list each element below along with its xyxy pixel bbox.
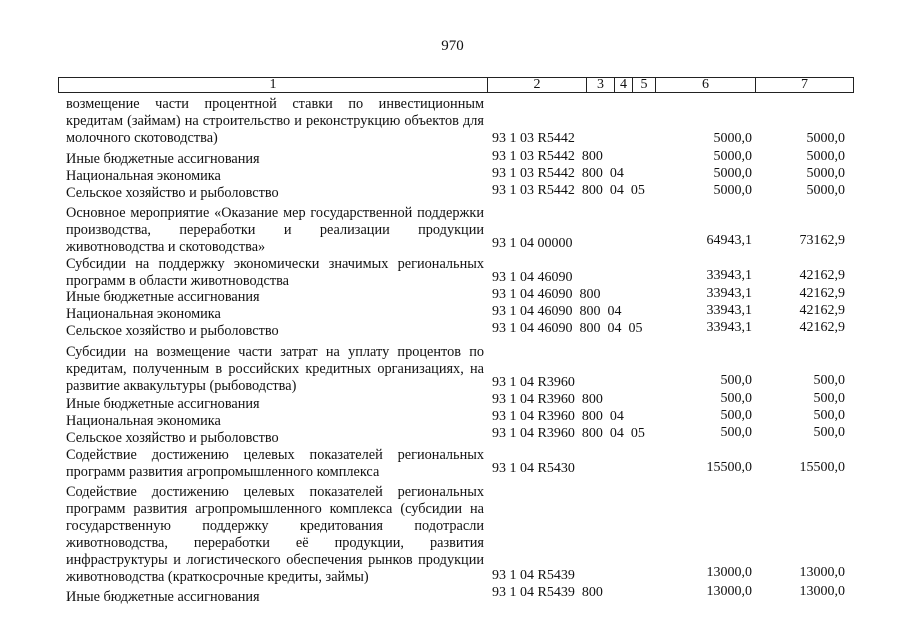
row-code: 93 1 04 R3960 800 04	[492, 409, 624, 424]
row-code: 93 1 04 R3960 800	[492, 392, 603, 407]
row-value-col6: 33943,1	[706, 303, 752, 318]
row-value-col7: 500,0	[813, 408, 845, 423]
row-description: Субсидии на поддержку экономически значимых региональных программ в области животноводства	[66, 256, 484, 289]
row-value-col7: 42162,9	[799, 268, 845, 283]
header-col-5: 5	[632, 78, 655, 92]
row-code: 93 1 04 00000	[492, 236, 573, 251]
row-code: 93 1 04 46090 800 04 05	[492, 321, 643, 336]
row-code: 93 1 04 46090	[492, 270, 573, 285]
row-value-col7: 5000,0	[806, 183, 845, 198]
page-number: 970	[441, 38, 464, 54]
row-value-col6: 15500,0	[706, 460, 752, 475]
row-code: 93 1 04 R3960 800 04 05	[492, 426, 645, 441]
row-value-col7: 5000,0	[806, 166, 845, 181]
row-value-col6: 13000,0	[706, 584, 752, 599]
row-value-col7: 500,0	[813, 373, 845, 388]
header-col-6: 6	[655, 78, 755, 92]
row-value-col6: 500,0	[720, 408, 752, 423]
row-code: 93 1 03 R5442 800 04 05	[492, 183, 645, 198]
row-description: Основное мероприятие «Оказание мер государственной поддержки производства, переработки и реализации продукции животноводства и скотоводства»	[66, 205, 484, 255]
row-value-col7: 42162,9	[799, 286, 845, 301]
row-value-col6: 64943,1	[706, 233, 752, 248]
row-description: Содействие достижению целевых показателей региональных программ развития агропромышленного комплекса	[66, 447, 484, 480]
row-value-col6: 5000,0	[713, 131, 752, 146]
row-value-col7: 13000,0	[799, 584, 845, 599]
row-description: Сельское хозяйство и рыболовство	[66, 323, 279, 339]
row-description: Национальная экономика	[66, 168, 221, 184]
row-code: 93 1 03 R5442 800	[492, 149, 603, 164]
row-value-col7: 42162,9	[799, 303, 845, 318]
row-description: Иные бюджетные ассигнования	[66, 396, 260, 412]
row-description: возмещение части процентной ставки по инвестиционным кредитам (займам) на строительство и реконструкцию объектов для молочного скотоводства)	[66, 96, 484, 146]
row-value-col6: 5000,0	[713, 183, 752, 198]
row-value-col7: 5000,0	[806, 149, 845, 164]
row-value-col6: 5000,0	[713, 166, 752, 181]
row-code: 93 1 03 R5442	[492, 131, 575, 146]
row-value-col6: 5000,0	[713, 149, 752, 164]
row-value-col7: 5000,0	[806, 131, 845, 146]
row-description: Сельское хозяйство и рыболовство	[66, 430, 279, 446]
row-value-col6: 13000,0	[706, 565, 752, 580]
row-code: 93 1 04 R3960	[492, 375, 575, 390]
row-code: 93 1 04 46090 800	[492, 287, 601, 302]
row-description: Сельское хозяйство и рыболовство	[66, 185, 279, 201]
header-col-4: 4	[614, 78, 632, 92]
row-value-col7: 500,0	[813, 425, 845, 440]
row-value-col6: 33943,1	[706, 286, 752, 301]
header-col-3: 3	[586, 78, 614, 92]
row-description: Национальная экономика	[66, 306, 221, 322]
row-value-col6: 500,0	[720, 391, 752, 406]
header-col-7: 7	[755, 78, 853, 92]
row-description: Иные бюджетные ассигнования	[66, 151, 260, 167]
row-code: 93 1 04 R5439	[492, 568, 575, 583]
row-value-col7: 13000,0	[799, 565, 845, 580]
row-value-col6: 500,0	[720, 373, 752, 388]
row-description: Иные бюджетные ассигнования	[66, 289, 260, 305]
row-value-col7: 15500,0	[799, 460, 845, 475]
row-code: 93 1 04 R5430	[492, 461, 575, 476]
row-code: 93 1 04 46090 800 04	[492, 304, 622, 319]
row-value-col6: 33943,1	[706, 320, 752, 335]
row-value-col6: 33943,1	[706, 268, 752, 283]
table-header	[58, 77, 854, 93]
row-value-col6: 500,0	[720, 425, 752, 440]
row-value-col7: 42162,9	[799, 320, 845, 335]
row-code: 93 1 03 R5442 800 04	[492, 166, 624, 181]
row-description: Национальная экономика	[66, 413, 221, 429]
row-description: Иные бюджетные ассигнования	[66, 589, 260, 605]
row-description: Субсидии на возмещение части затрат на уплату процентов по кредитам, полученным в российских кредитных организациях, на развитие аквакультуры (рыбоводства)	[66, 344, 484, 394]
row-value-col7: 500,0	[813, 391, 845, 406]
row-description: Содействие достижению целевых показателей региональных программ развития агропромышленного комплекса (субсидии на государственную поддержку кредитования подотрасли животноводства, переработки её продукции, развития инфраструктуры и логистического обеспечения рынков продукции животноводства (краткосрочные кредиты, займы)	[66, 484, 484, 585]
header-col-1: 1	[269, 77, 277, 92]
row-value-col7: 73162,9	[799, 233, 845, 248]
header-col-2: 2	[487, 78, 586, 92]
row-code: 93 1 04 R5439 800	[492, 585, 603, 600]
